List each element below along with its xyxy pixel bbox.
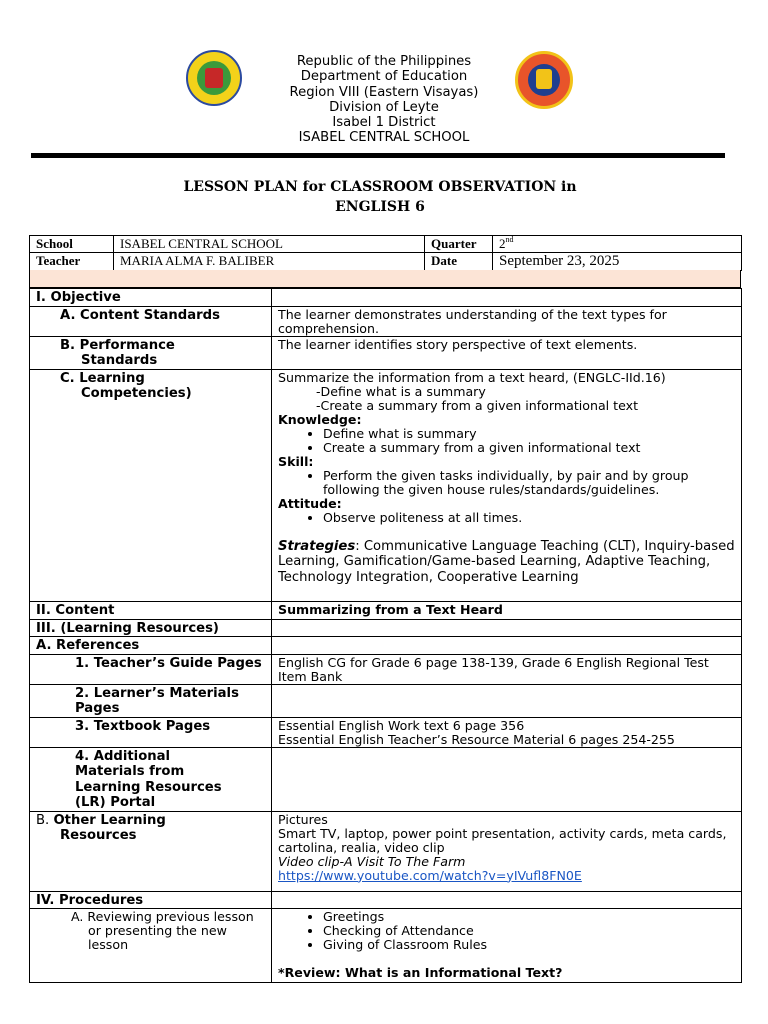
header-line: Republic of the Philippines <box>296 54 472 69</box>
label-line: Competencies) <box>81 386 192 401</box>
references-label <box>30 637 272 655</box>
skill-list <box>278 469 737 497</box>
other-resources-label <box>30 811 272 891</box>
learning-competencies-value <box>272 369 742 602</box>
learners-materials-label: 2. Learner’s Materials Pages <box>30 684 272 717</box>
header-line: Isabel 1 District <box>332 115 436 131</box>
header-line: Department of Education <box>300 69 468 85</box>
content-standards-value: The learner demonstrates understanding of the text types for comprehension. <box>272 306 742 336</box>
page-title <box>130 177 630 217</box>
document-header <box>230 54 538 146</box>
video-clip-label: Video clip <box>278 853 340 869</box>
quarter-number: 2 <box>499 236 506 251</box>
teacher-label: Teacher <box>30 253 114 271</box>
teacher-row <box>30 253 742 271</box>
skill-label: Skill: <box>278 453 314 469</box>
strategies-value: : Communicative Language Teaching (CLT), Inquiry-based Learning, Gamification/Game-based Learning, Adaptive Teaching, Technology Integration, Cooperative Learning <box>278 538 735 585</box>
table-row <box>30 619 742 637</box>
other-resources-value <box>272 811 742 891</box>
list-item: • Checking of Attendance <box>323 924 737 938</box>
table-row <box>30 811 742 891</box>
video-link[interactable]: https://www.youtube.com/watch?v=yIVufl8FN0E <box>278 867 582 883</box>
list-item: • Giving of Classroom Rules <box>323 938 737 952</box>
list-item: • Greetings <box>323 910 737 924</box>
label-line: Standards <box>81 353 158 368</box>
procedures-heading: IV. Procedures <box>30 891 272 909</box>
additional-materials-value <box>272 747 742 811</box>
title-line-2: ENGLISH 6 <box>335 199 425 215</box>
textbook-pages-label: 3. Textbook Pages <box>30 717 272 747</box>
content-heading: II. Content <box>30 602 272 620</box>
header-divider <box>31 153 725 158</box>
list-item: • Define what is summary <box>323 427 737 441</box>
other-prefix: B. <box>36 812 54 828</box>
content-standards-label: A. Content Standards <box>30 306 272 336</box>
header-line: Region VIII (Eastern Visayas) <box>289 84 479 100</box>
label-line: B. Performance <box>60 337 175 353</box>
book-icon <box>205 68 223 88</box>
table-row <box>30 602 742 620</box>
video-clip-title: -A Visit To The Farm <box>339 853 466 869</box>
performance-standards-label <box>30 336 272 369</box>
strategies-text <box>278 539 737 602</box>
list-item: • Observe politeness at all times. <box>323 511 737 525</box>
video-clip-line <box>278 855 737 869</box>
school-label: School <box>30 236 114 253</box>
competency-line: -Define what is a summary <box>316 383 486 399</box>
attitude-list <box>278 511 737 525</box>
list-item: • Create a summary from a given informational text <box>323 441 737 455</box>
teachers-guide-label: 1. Teacher’s Guide Pages <box>30 654 272 684</box>
table-row <box>30 684 742 717</box>
table-row <box>30 891 742 909</box>
lesson-plan-table <box>29 288 742 983</box>
teachers-guide-value: English CG for Grade 6 page 138-139, Grade 6 English Regional Test Item Bank <box>272 654 742 684</box>
resource-line: Smart TV, laptop, power point presentation, activity cards, meta cards, cartolina, realia, video clip <box>278 825 727 855</box>
additional-materials-label: 4. Additional Materials from Learning Resources (LR) Portal <box>30 747 272 811</box>
table-row <box>30 654 742 684</box>
competency-line: Summarize the information from a text heard, (ENGLC-IId.16) <box>278 369 666 385</box>
textbook-line: Essential English Work text 6 page 356 <box>278 717 525 733</box>
table-row <box>30 289 742 307</box>
textbook-pages-value <box>272 717 742 747</box>
objective-heading: I. Objective <box>30 289 272 307</box>
label-line: C. Learning <box>60 370 145 386</box>
competency-line: -Create a summary from a given informational text <box>316 397 639 413</box>
knowledge-list <box>278 427 737 455</box>
shaded-spacer-row <box>29 270 741 288</box>
strategies-label: Strategies <box>278 538 356 554</box>
resource-line: Pictures <box>278 811 328 827</box>
header-line: Division of Leyte <box>329 99 439 115</box>
date-label: Date <box>425 253 493 271</box>
date-value: September 23, 2025 <box>493 253 742 271</box>
attitude-label: Attitude: <box>278 495 342 511</box>
textbook-line: Essential English Teacher’s Resource Material 6 pages 254-255 <box>278 731 675 747</box>
quarter-label: Quarter <box>425 236 493 253</box>
other-label-text: Other Learning Resources <box>53 812 166 843</box>
table-row <box>30 306 742 336</box>
teacher-value: MARIA ALMA F. BALIBER <box>114 253 425 271</box>
title-line-1: LESSON PLAN for CLASSROOM OBSERVATION in <box>183 179 577 195</box>
procedure-a-label <box>30 909 272 983</box>
learning-competencies-label <box>30 369 272 602</box>
performance-standards-value: The learner identifies story perspective of text elements. <box>272 336 742 369</box>
knowledge-label: Knowledge: <box>278 411 362 427</box>
review-question: *Review: What is an Informational Text? <box>278 965 563 980</box>
info-table <box>29 235 742 271</box>
school-value: ISABEL CENTRAL SCHOOL <box>114 236 425 253</box>
list-item: • Perform the given tasks individually, by pair and by group following the given house rules/standards/guidelines. <box>323 469 737 497</box>
torch-icon <box>536 69 552 89</box>
header-line: ISABEL CENTRAL SCHOOL <box>298 130 470 146</box>
resources-heading: III. (Learning Resources) <box>30 619 272 637</box>
table-row <box>30 336 742 369</box>
content-value: Summarizing from a Text Heard <box>272 602 742 620</box>
learners-materials-value <box>272 684 742 717</box>
table-row <box>30 637 742 655</box>
table-row <box>30 747 742 811</box>
procedure-a-value <box>272 909 742 983</box>
table-row <box>30 717 742 747</box>
references-text: A. References <box>36 638 140 653</box>
table-row <box>30 909 742 983</box>
quarter-suffix: nd <box>505 235 514 244</box>
procedure-a-list <box>278 910 737 952</box>
school-row <box>30 236 742 253</box>
quarter-value <box>493 236 742 253</box>
table-row <box>30 369 742 602</box>
procedure-a-text: A. Reviewing previous lesson or presenting the new lesson <box>71 909 254 952</box>
